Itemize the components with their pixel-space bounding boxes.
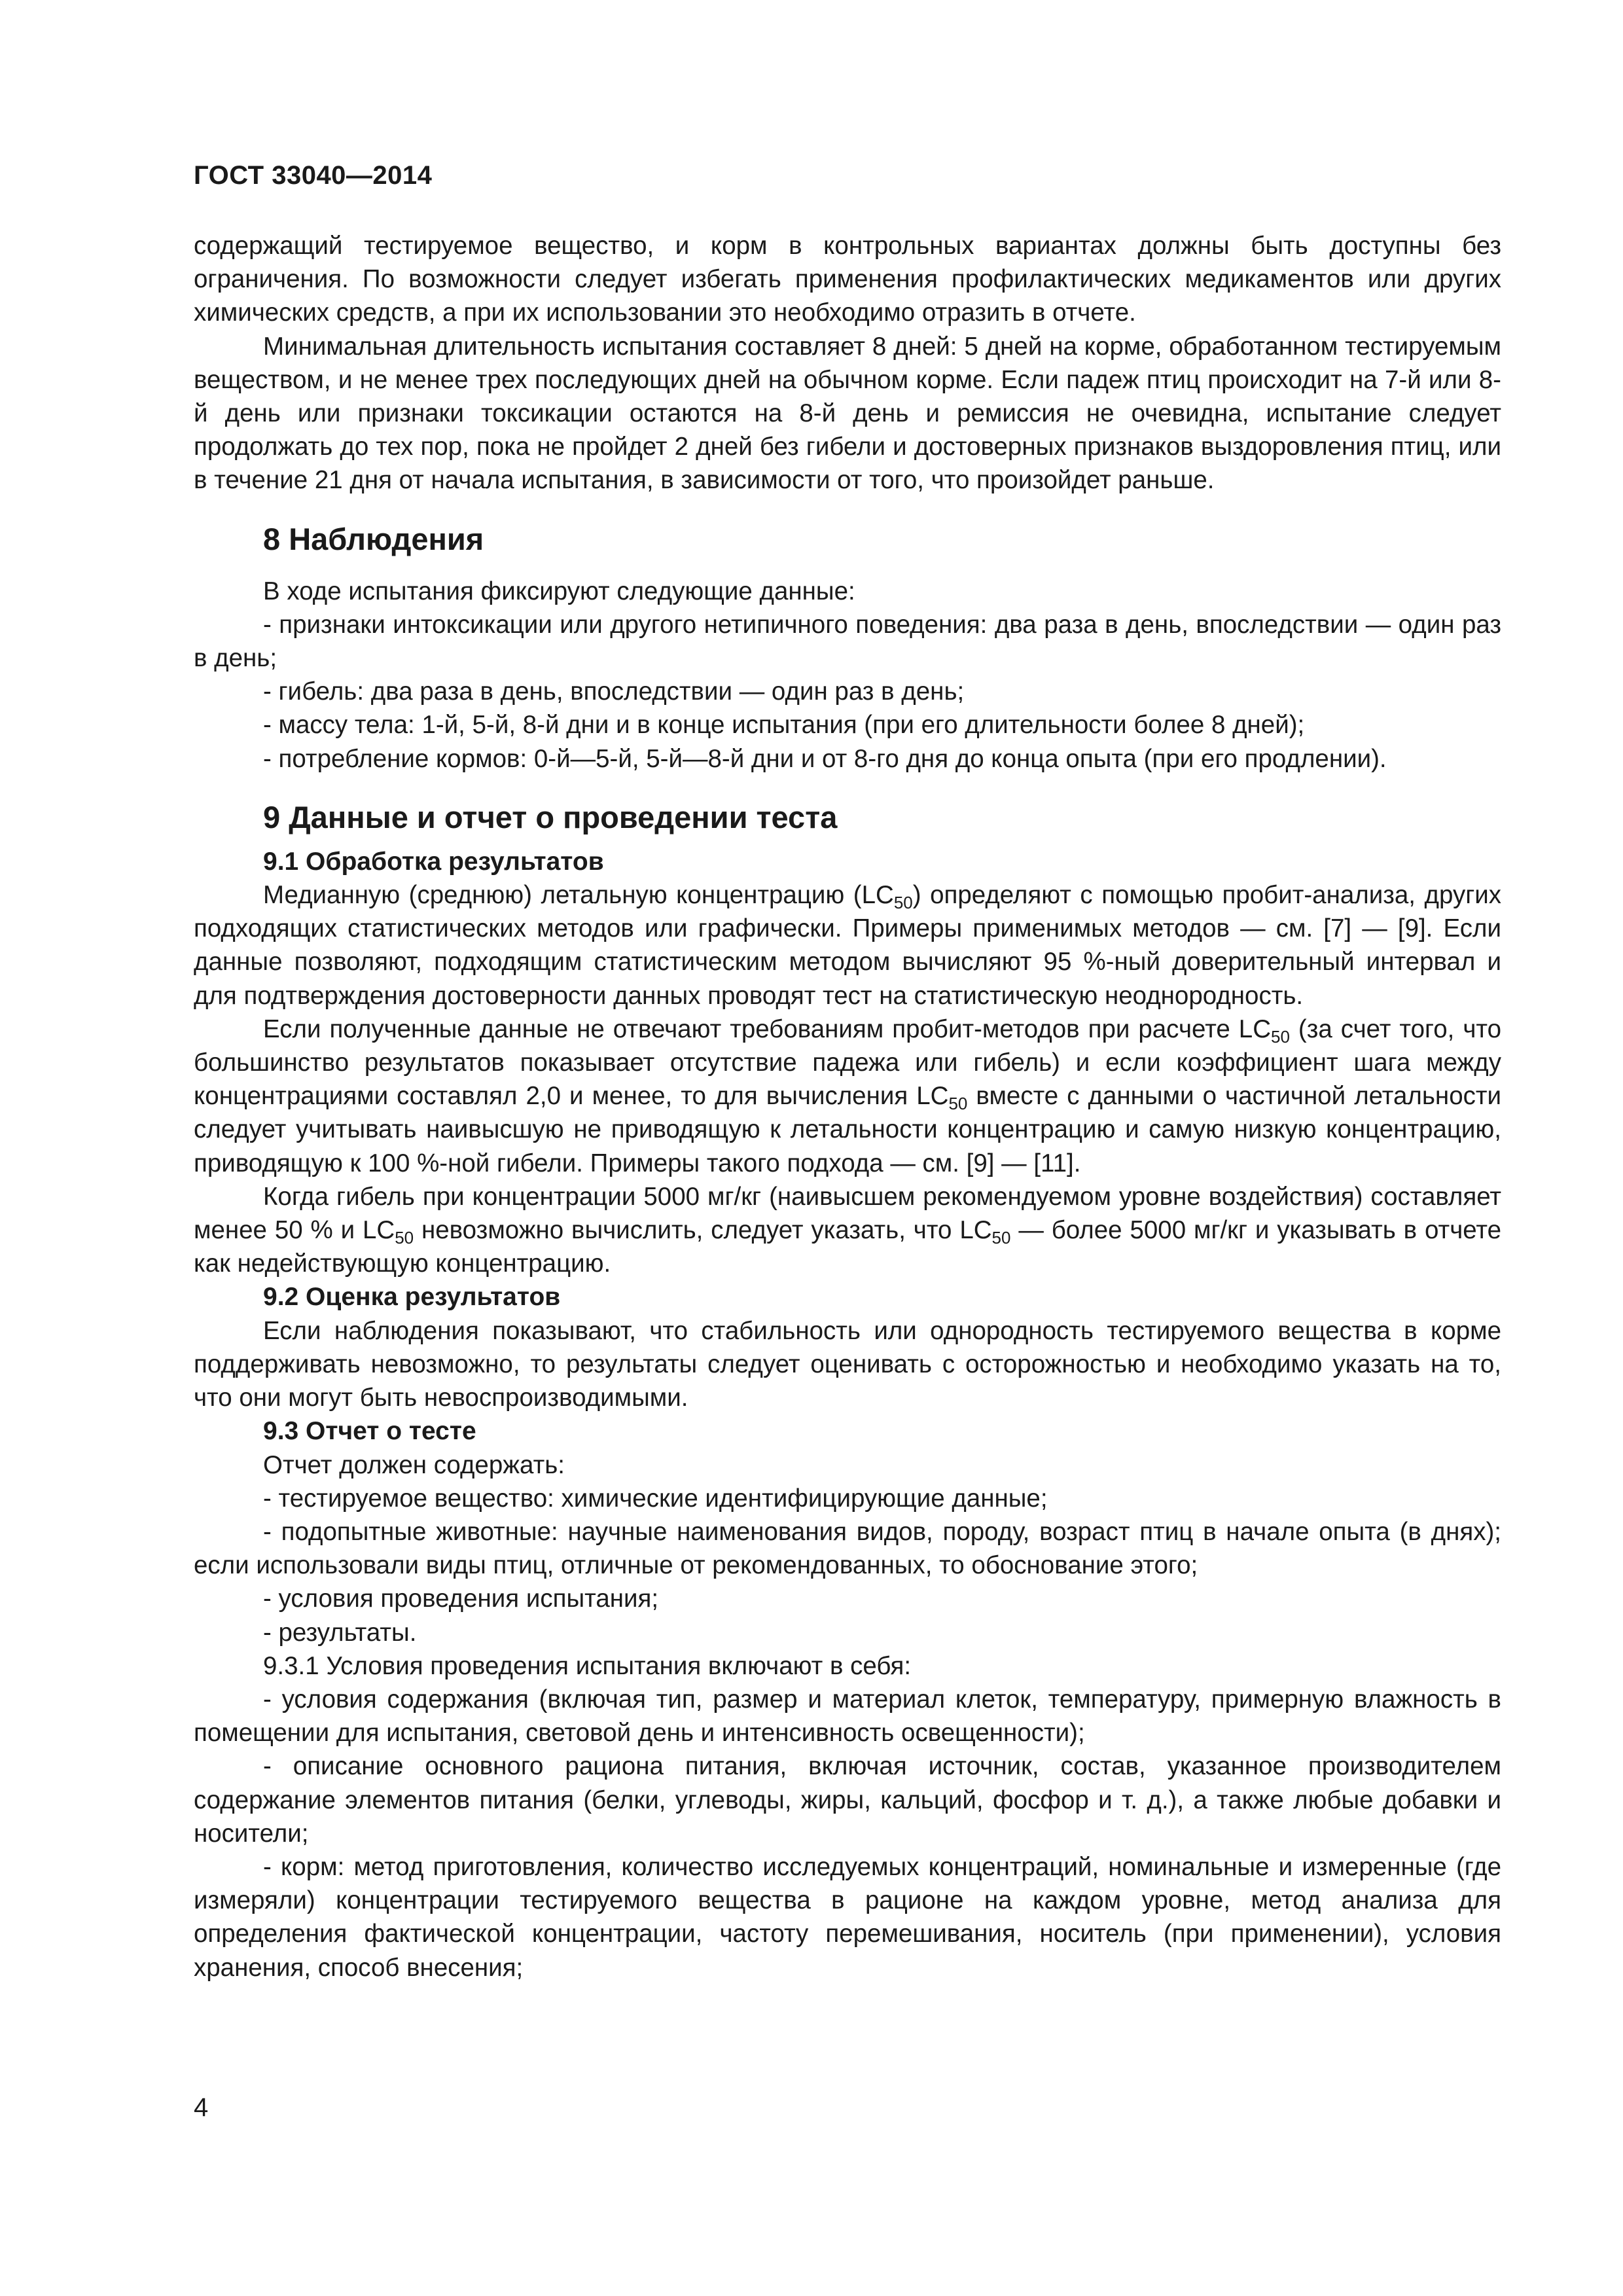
subsection-9-3-heading: 9.3 Отчет о тесте	[263, 1417, 476, 1446]
list-item: - признаки интоксикации или другого нетипичного поведения: два раза в день, впоследствии — один раз в день;	[194, 610, 1501, 673]
page-content	[194, 229, 1501, 1984]
list-item: - потребление кормов: 0-й—5-й, 5-й—8-й дни и от 8-го дня до конца опыта (при его продлении).	[263, 744, 1387, 773]
section-8-lead: В ходе испытания фиксируют следующие данные:	[263, 577, 855, 605]
list-item: - тестируемое вещество: химические идентифицирующие данные;	[263, 1484, 1048, 1513]
list-item: - корм: метод приготовления, количество исследуемых концентраций, номинальные и измеренные (где измеряли) концентрации тестируемого вещества в рационе на каждом уровне, метод анализа для определения фактической концентрации, частоту перемешивания, носитель (при применении), условия хранения, способ внесения;	[194, 1852, 1501, 1982]
section-9-heading: 9 Данные и отчет о проведении теста	[263, 799, 838, 834]
paragraph-test-duration: Минимальная длительность испытания составляет 8 дней: 5 дней на корме, обработанном тестируемым веществом, и не менее трех последующих дней на обычном корме. Если падеж птиц происходит на 7-й или 8-й день или признаки токсикации остаются на 8-й день и ремиссия не очевидна, испытание следует продолжать до тех пор, пока не пройдет 2 дней без гибели и достоверных признаков выздоровления птиц, или в течение 21 дня от начала испытания, в зависимости от того, что произойдет раньше.	[194, 332, 1501, 495]
list-item: - условия содержания (включая тип, размер и материал клеток, температуру, примерную влажность в помещении для испытания, световой день и интенсивность освещенности);	[194, 1685, 1501, 1748]
paragraph-lc50-methods: Медианную (среднюю) летальную концентрацию $(LC_{50})$ определяют с помощью пробит-анализа, других подходящих статистических методов или графически. Примеры применимых методов — см. [7] — [9]. Если данные позволяют, подходящим статистическим методом вычисляют 95 %-ный доверительный интервал и для подтверждения достоверности данных проводят тест на статистическую неоднородность.	[194, 881, 1501, 1010]
subsection-9-2-heading: 9.2 Оценка результатов	[263, 1283, 561, 1312]
paragraph-evaluation: Если наблюдения показывают, что стабильность или однородность тестируемого вещества в корме поддерживать невозможно, то результаты следует оценивать с осторожностью и необходимо указать на то, что они могут быть невоспроизводимыми.	[194, 1316, 1501, 1412]
page-number: 4	[194, 2093, 209, 2122]
section-8-heading: 8 Наблюдения	[263, 521, 484, 556]
list-item: - условия проведения испытания;	[263, 1585, 659, 1613]
list-item: - описание основного рациона питания, включая источник, состав, указанное производителем содержание элементов питания (белки, углеводы, жиры, кальций, фосфор и т. д.), а также любые добавки и носители;	[194, 1752, 1501, 1848]
subsection-9-3-1-lead: 9.3.1 Условия проведения испытания включают в себя:	[263, 1651, 912, 1680]
paragraph-limit-concentration: Когда гибель при концентрации 5000 мг/кг (наивысшем рекомендуемом уровне воздействия) составляет менее 50 % и $LC_{50}$ невозможно вычислить, следует указать, что $LC_{50}$ — более 5000 мг/кг и указывать в отчете как недействующую концентрацию.	[194, 1182, 1501, 1278]
standard-designation: ГОСТ 33040—2014	[194, 161, 433, 190]
paragraph-continuation: содержащий тестируемое вещество, и корм в контрольных вариантах должны быть доступны без ограничения. По возможности следует избегать применения профилактических медикаментов или других химических средств, а при их использовании это необходимо отразить в отчете.	[194, 232, 1501, 327]
paragraph-probit-alternative: Если полученные данные не отвечают требованиям пробит-методов при расчете $LC_{50}$ (за счет того, что большинство результатов показывает отсутствие падежа или гибель) и если коэффициент шага между концентрациями составлял 2,0 и менее, то для вычисления $LC_{50}$ вместе с данными о частичной летальности следует учитывать наивысшую не приводящую к летальности концентрацию и самую низкую концентрацию, приводящую к 100 %-ной гибели. Примеры такого подхода — см. [9] — [11].	[194, 1014, 1501, 1177]
list-item: - результаты.	[263, 1618, 417, 1647]
report-lead: Отчет должен содержать:	[263, 1450, 565, 1479]
list-item: - подопытные животные: научные наименования видов, породу, возраст птиц в начале опыта (в днях); если использовали виды птиц, отличные от рекомендованных, то обоснование этого;	[194, 1517, 1501, 1580]
list-item: - массу тела: 1-й, 5-й, 8-й дни и в конце испытания (при его длительности более 8 дней);	[263, 711, 1305, 740]
subsection-9-1-heading: 9.1 Обработка результатов	[263, 847, 604, 876]
list-item: - гибель: два раза в день, впоследствии — один раз в день;	[263, 677, 965, 706]
